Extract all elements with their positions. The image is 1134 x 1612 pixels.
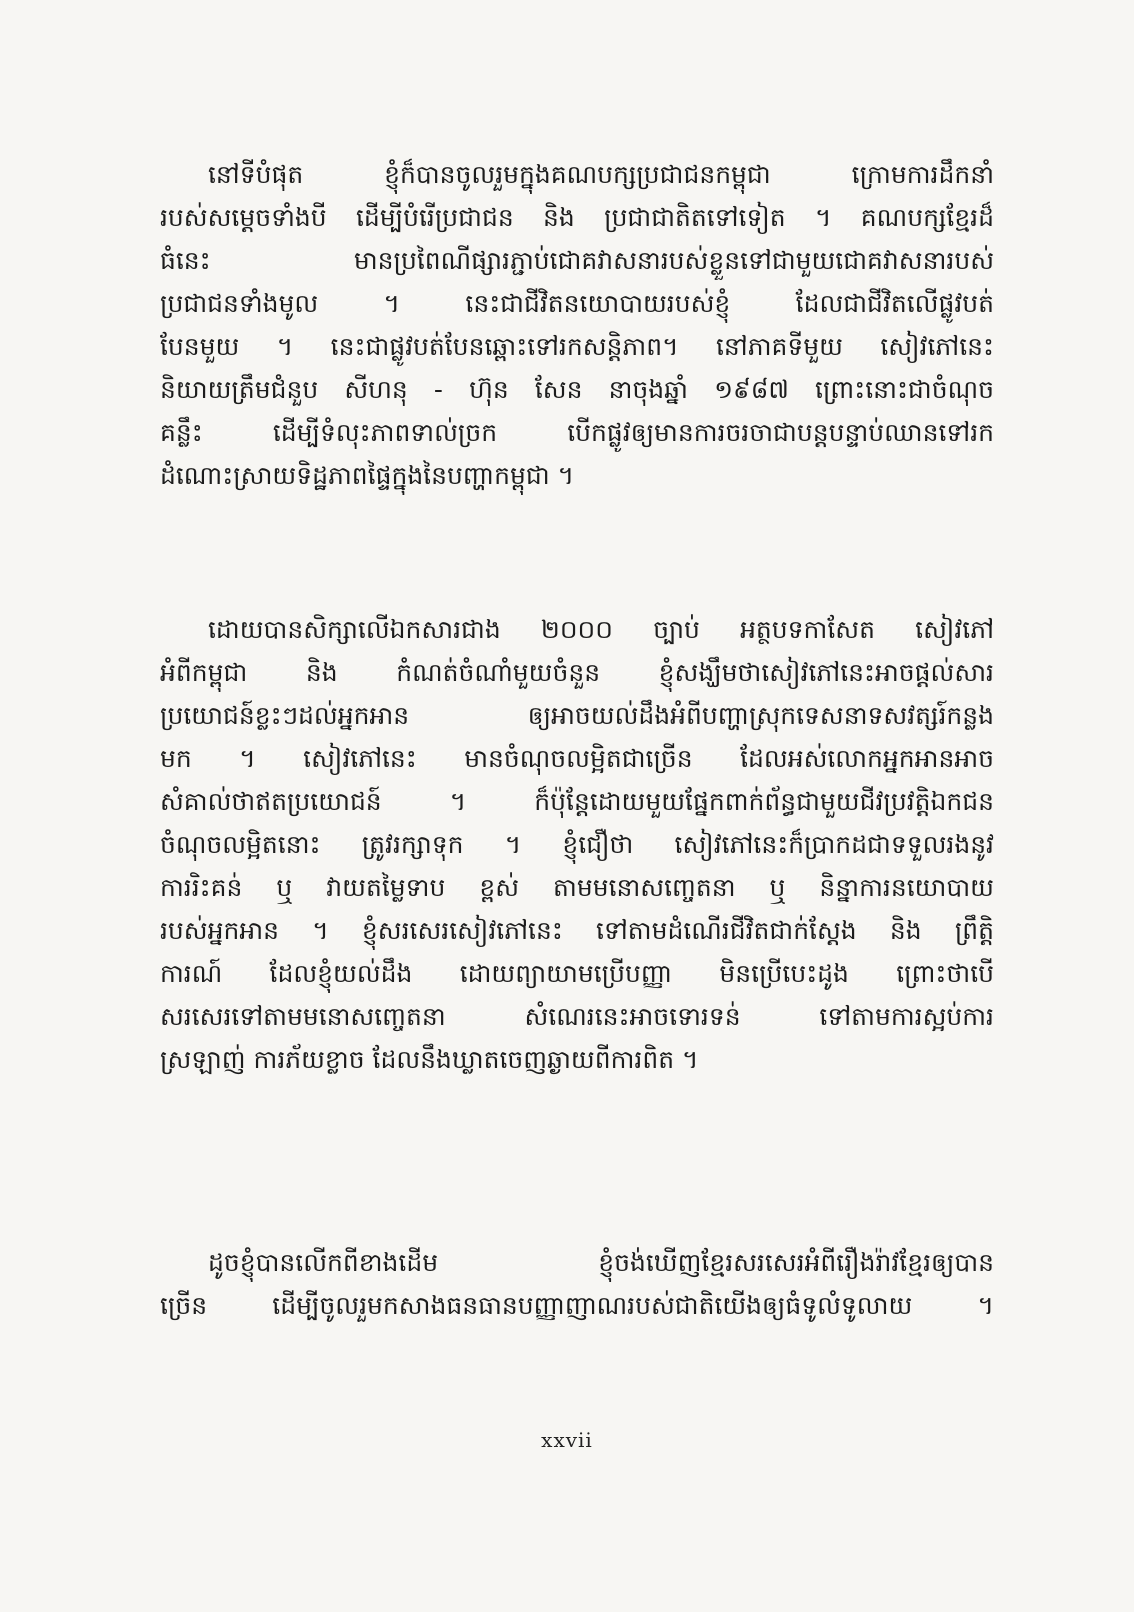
paragraph-line: ដោយបានសិក្សាលើឯកសារជាង ២០០០ ច្បាប់ អត្ថបទកាសែត សៀវភៅ [208,615,994,644]
paragraph-line: សំគាល់ថាឥតប្រយោជន៍ ។ ក៏ប៉ុន្តែដោយមួយផ្នែកពាក់ព័ន្ធជាមួយជីវប្រវត្តិឯកជន [160,787,994,816]
paragraph-line: ប្រយោជន៍ខ្លះៗដល់អ្នកអាន ឲ្យអាចយល់ដឹងអំពីបញ្ហាស្រុកទេសនាទសវត្សរ៍កន្លង [160,701,994,730]
paragraph-line: ការរិះគន់ ឬ វាយតម្លៃទាប ខ្ពស់ តាមមនោសញ្ចេតនា ឬ និន្នាការនយោបាយ [160,873,994,902]
paragraph-line: និយាយត្រឹមជំនួប សីហនុ - ហ៊ុន សែន នាចុងឆ្នាំ ១៩៨៧ ព្រោះនោះជាចំណុច [160,375,994,404]
paragraph-line: ដំណោះស្រាយទិដ្ឋភាពផ្ទៃក្នុងនៃបញ្ហាកម្ពុជា ។ [160,461,575,490]
paragraph-line: ធំនេះ មានប្រពៃណីផ្សារភ្ជាប់ជោគវាសនារបស់ខ្លួនទៅជាមួយជោគវាសនារបស់ [160,246,994,275]
paragraph-line: ចំណុចលម្អិតនោះ ត្រូវរក្សាទុក ។ ខ្ញុំជឿថា សៀវភៅនេះក៏ប្រាកដជាទទួលរងនូវ [160,830,994,859]
paragraph-line: ដូចខ្ញុំបានលើកពីខាងដើម ខ្ញុំចង់ឃើញខ្មែរសរសេរអំពីរឿងរ៉ាវខ្មែរឲ្យបាន [208,1248,994,1277]
paragraph-line: ស្រឡាញ់ ការភ័យខ្លាច ដែលនឹងឃ្លាតចេញឆ្ងាយពីការពិត ។ [160,1045,699,1074]
paragraph-line: របស់អ្នកអាន ។ ខ្ញុំសរសេរសៀវភៅនេះ ទៅតាមដំណើរជីវិតជាក់ស្ដែង និង ព្រឹត្តិ [160,916,994,945]
paragraph-line: បែនមួយ ។ នេះជាផ្លូវបត់បែនឆ្ពោះទៅរកសន្តិភាព។ នៅភាគទីមួយ សៀវភៅនេះ [160,332,994,361]
paragraph-line: មក ។ សៀវភៅនេះ មានចំណុចលម្អិតជាច្រើន ដែលអស់លោកអ្នកអានអាច [160,744,994,773]
paragraph-line: នៅទីបំផុត ខ្ញុំក៏បានចូលរួមក្នុងគណបក្សប្រជាជនកម្ពុជា ក្រោមការដឹកនាំ [208,160,994,189]
paragraph-line: ច្រើន ដើម្បីចូលរួមកសាងធនធានបញ្ញាញាណរបស់ជាតិយើងឲ្យធំទូលំទូលាយ ។ [160,1291,994,1320]
paragraph-line: ការណ៍ ដែលខ្ញុំយល់ដឹង ដោយព្យាយាមប្រើបញ្ញា មិនប្រើបេះដូង ព្រោះថាបើ [160,959,994,988]
paragraph-line: គន្លឹះ ដើម្បីទំលុះភាពទាល់ច្រក បើកផ្លូវឲ្យមានការចរចាជាបន្តបន្ទាប់ឈានទៅរក [160,418,994,447]
page-number: xxvii [541,1428,593,1452]
paragraph-line: សរសេរទៅតាមមនោសញ្ចេតនា សំណេរនេះអាចទោរទន់ ទៅតាមការស្អប់ការ [160,1002,994,1031]
paragraph-line: អំពីកម្ពុជា និង កំណត់ចំណាំមួយចំនួន ខ្ញុំសង្ឃឹមថាសៀវភៅនេះអាចផ្ដល់សារ [160,658,994,687]
paragraph-line: របស់សម្ដេចទាំងបី ដើម្បីបំរើប្រជាជន និង ប្រជាជាតិតទៅទៀត ។ គណបក្សខ្មែរដ៏ [160,203,994,232]
paragraph-line: ប្រជាជនទាំងមូល ។ នេះជាជីវិតនយោបាយរបស់ខ្ញុំ ដែលជាជីវិតលើផ្លូវបត់ [160,289,994,318]
